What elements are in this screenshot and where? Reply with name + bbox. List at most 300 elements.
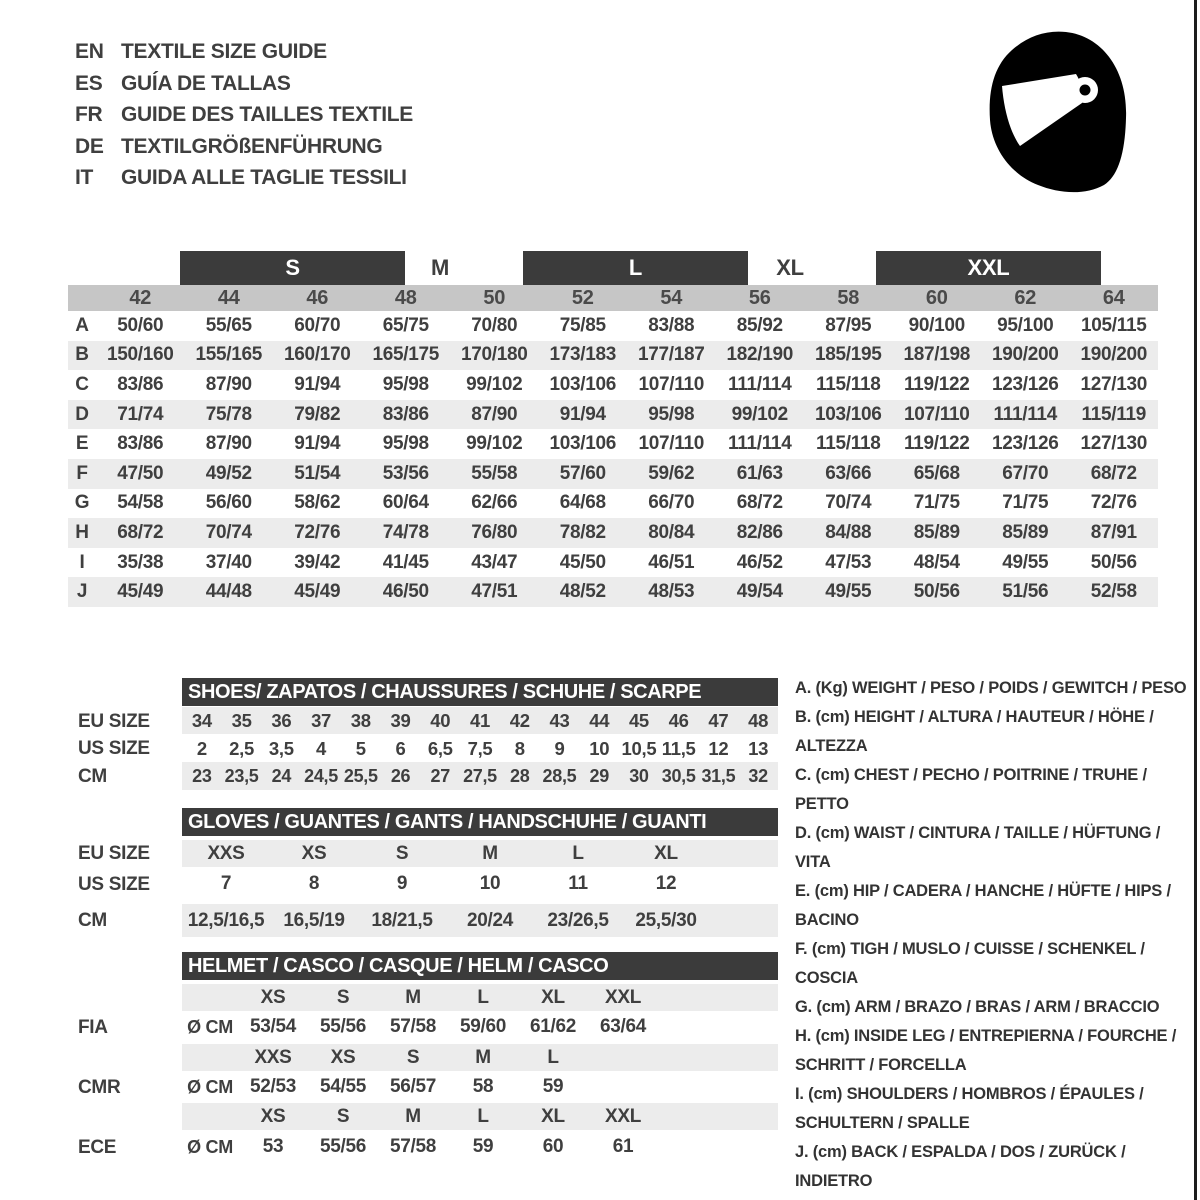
language-code: IT xyxy=(75,166,94,189)
size-cell: 83/88 xyxy=(648,314,695,336)
size-cell: 48/52 xyxy=(559,581,606,603)
size-cell: 46/50 xyxy=(382,581,429,603)
shoes-size-cell: 38 xyxy=(350,709,371,731)
size-cell: 91/94 xyxy=(294,373,341,395)
gloves-cm-label: CM xyxy=(78,910,107,931)
row-letter: G xyxy=(74,492,90,514)
helmet-size-label: S xyxy=(406,1046,420,1068)
size-cell: 95/100 xyxy=(997,314,1054,336)
size-cell: 87/95 xyxy=(825,314,872,336)
size-cell: 48/53 xyxy=(648,581,695,603)
size-band-label: M xyxy=(430,255,450,280)
size-cell: 79/82 xyxy=(294,403,341,425)
helmet-size-label: XS xyxy=(260,986,286,1008)
size-cell: 95/98 xyxy=(382,433,429,455)
gloves-size-cell: 16,5/19 xyxy=(283,909,345,931)
helmet-size-cell: 55/56 xyxy=(319,1016,367,1037)
size-row-C xyxy=(68,370,1158,400)
shoes-eu-size-label: EU SIZE xyxy=(78,711,150,732)
shoes-us-row xyxy=(182,735,778,762)
shoes-size-cell: 42 xyxy=(509,709,530,731)
helmet-size-label: S xyxy=(336,986,350,1008)
size-band-label: L xyxy=(628,255,643,280)
helmet-size-label: M xyxy=(475,1046,491,1068)
shoes-us-size-label: US SIZE xyxy=(78,738,150,759)
shoes-size-cell: 43 xyxy=(549,709,570,731)
shoes-size-cell: 28 xyxy=(510,765,530,786)
size-cell: 115/118 xyxy=(816,373,881,395)
language-row xyxy=(75,36,413,68)
size-row-B xyxy=(68,341,1158,371)
numeric-size-label: 58 xyxy=(837,286,860,309)
size-band-label: XL xyxy=(776,255,804,280)
size-cell: 65/75 xyxy=(382,314,429,336)
shoes-size-cell: 29 xyxy=(589,765,609,786)
size-cell: 45/49 xyxy=(294,581,341,603)
size-cell: 54/58 xyxy=(117,492,164,514)
size-cell: 43/47 xyxy=(471,551,518,573)
size-cell: 83/86 xyxy=(117,433,164,455)
helmet-size-cell: 59/60 xyxy=(459,1016,507,1037)
size-cell: 84/88 xyxy=(825,521,872,543)
gloves-size-cell: 8 xyxy=(308,873,320,894)
size-cell: 190/200 xyxy=(1080,344,1148,366)
size-band-bar xyxy=(180,251,405,285)
helmet-size-cell: 55/56 xyxy=(319,1136,367,1157)
shoes-size-cell: 36 xyxy=(271,709,292,731)
language-row xyxy=(75,99,413,131)
size-cell: 190/200 xyxy=(991,344,1059,366)
row-letter: F xyxy=(76,462,88,484)
helmet-size-label: XL xyxy=(541,1105,565,1127)
size-cell: 66/70 xyxy=(648,492,695,514)
size-cell: 67/70 xyxy=(1002,462,1049,484)
size-row-E xyxy=(68,429,1158,459)
size-cell: 83/86 xyxy=(117,373,164,395)
shoes-size-cell: 45 xyxy=(628,709,649,731)
size-cell: 61/63 xyxy=(736,462,783,484)
size-cell: 103/106 xyxy=(814,403,882,425)
helmet-size-label: S xyxy=(336,1105,350,1127)
size-cell: 49/52 xyxy=(205,462,252,484)
size-cell: 87/90 xyxy=(471,403,518,425)
size-cell: 87/91 xyxy=(1090,521,1137,543)
size-cell: 95/98 xyxy=(648,403,695,425)
gloves-size-cell: 9 xyxy=(396,873,408,894)
gloves-size-cell: XS xyxy=(301,842,327,864)
size-cell: 55/58 xyxy=(471,462,518,484)
shoes-size-cell: 48 xyxy=(748,709,769,731)
size-row-H xyxy=(68,518,1158,548)
language-code: EN xyxy=(75,40,104,63)
row-letter: C xyxy=(75,373,89,395)
size-cell: 127/130 xyxy=(1080,373,1148,395)
size-cell: 45/49 xyxy=(117,581,164,603)
helmet-size-cell: 56/57 xyxy=(389,1076,437,1097)
size-cell: 50/56 xyxy=(913,581,960,603)
size-cell: 182/190 xyxy=(726,344,794,366)
size-cell: 70/80 xyxy=(471,314,518,336)
numeric-size-label: 52 xyxy=(571,286,594,309)
helmet-size-cell: 59 xyxy=(472,1136,494,1157)
size-cell: 47/51 xyxy=(471,581,518,603)
shoes-size-cell: 11,5 xyxy=(661,737,696,759)
row-letter: H xyxy=(75,521,89,543)
shoes-size-cell: 2 xyxy=(196,737,207,759)
shoes-size-cell: 24 xyxy=(271,765,292,786)
size-cell: 185/195 xyxy=(814,344,882,366)
size-cell: 119/122 xyxy=(903,433,970,455)
language-row xyxy=(75,68,413,100)
gloves-cm-row xyxy=(182,904,778,937)
language-label: GUIDE DES TAILLES TEXTILE xyxy=(121,103,413,126)
helmet-values-row-ece xyxy=(182,1131,778,1163)
size-cell: 80/84 xyxy=(648,521,695,543)
size-cell: 150/160 xyxy=(106,344,174,366)
size-cell: 70/74 xyxy=(205,521,252,543)
gloves-size-cell: 7 xyxy=(220,873,232,894)
helmet-size-label: XL xyxy=(541,986,565,1008)
size-cell: 51/54 xyxy=(294,462,341,484)
size-cell: 56/60 xyxy=(205,492,252,514)
size-cell: 71/74 xyxy=(117,403,164,425)
size-cell: 58/62 xyxy=(294,492,341,514)
size-cell: 55/65 xyxy=(205,314,252,336)
gloves-size-cell: 10 xyxy=(479,873,501,894)
language-code: ES xyxy=(75,71,103,95)
row-letter: E xyxy=(75,433,89,455)
language-row xyxy=(75,162,413,194)
size-cell: 107/110 xyxy=(638,373,705,395)
language-label: GUÍA DE TALLAS xyxy=(121,71,291,95)
size-cell: 47/53 xyxy=(825,551,872,573)
size-cell: 50/60 xyxy=(117,314,164,336)
size-cell: 155/165 xyxy=(195,344,263,366)
helmet-sizes-row-fia xyxy=(182,984,778,1011)
standard-label-cmr: CMR xyxy=(78,1077,121,1098)
shoes-size-cell: 6 xyxy=(395,737,406,759)
gloves-size-cell: 11 xyxy=(568,873,588,894)
shoes-size-cell: 9 xyxy=(554,737,565,759)
shoes-size-cell: 28,5 xyxy=(542,765,577,786)
shoes-size-cell: 4 xyxy=(316,737,327,759)
helmet-size-cell: 61/62 xyxy=(529,1016,577,1037)
row-letter: J xyxy=(76,581,88,603)
helmet-size-label: L xyxy=(477,986,489,1008)
size-cell: 49/55 xyxy=(825,581,872,603)
gloves-size-cell: S xyxy=(395,842,409,864)
shoes-size-cell: 24,5 xyxy=(304,765,338,786)
shoes-size-cell: 44 xyxy=(589,709,610,731)
size-cell: 99/102 xyxy=(731,403,788,425)
numeric-size-label: 42 xyxy=(129,286,152,309)
gloves-eu-row xyxy=(182,840,778,867)
shoes-size-cell: 7,5 xyxy=(467,737,493,759)
gloves-size-cell: 23/26,5 xyxy=(547,909,609,931)
size-cell: 74/78 xyxy=(382,521,429,543)
size-cell: 127/130 xyxy=(1080,433,1148,455)
size-cell: 99/102 xyxy=(466,433,523,455)
shoes-size-cell: 34 xyxy=(191,709,212,731)
size-cell: 87/90 xyxy=(205,373,252,395)
size-row-D xyxy=(68,400,1158,430)
size-cell: 53/56 xyxy=(382,462,429,484)
numeric-size-label: 56 xyxy=(748,286,771,309)
gloves-eu-size-label: EU SIZE xyxy=(78,843,150,864)
shoes-size-cell: 32 xyxy=(748,765,768,786)
shoes-size-cell: 40 xyxy=(430,709,451,731)
numeric-size-label: 62 xyxy=(1014,286,1037,309)
size-cell: 49/55 xyxy=(1002,551,1049,573)
size-cell: 90/100 xyxy=(908,314,965,336)
size-cell: 63/66 xyxy=(825,462,872,484)
language-row xyxy=(75,131,413,163)
legend-item: C. (cm) CHEST / PECHO / POITRINE / TRUHE / PETTO xyxy=(795,766,1147,813)
language-label: TEXTILGRÖßENFÜHRUNG xyxy=(121,134,383,158)
size-cell: 105/115 xyxy=(1080,314,1147,336)
size-cell: 107/110 xyxy=(638,433,705,455)
shoes-size-cell: 23,5 xyxy=(224,765,259,786)
gloves-us-size-label: US SIZE xyxy=(78,874,150,895)
size-cell: 65/68 xyxy=(913,462,960,484)
helmet-size-label: XS xyxy=(260,1105,286,1127)
size-cell: 60/64 xyxy=(382,492,429,514)
size-cell: 85/89 xyxy=(1002,521,1049,543)
size-cell: 37/40 xyxy=(205,551,252,573)
size-cell: 75/85 xyxy=(559,314,606,336)
helmet-size-label: L xyxy=(547,1046,559,1068)
helmet-size-label: XXS xyxy=(254,1046,292,1068)
size-cell: 57/60 xyxy=(559,462,606,484)
gloves-size-cell: 12,5/16,5 xyxy=(187,909,265,931)
helmet-sizes-row-ece xyxy=(182,1103,778,1130)
shoes-section-title: SHOES/ ZAPATOS / CHAUSSURES / SCHUHE / SCARPE xyxy=(182,678,778,706)
page-edge-line xyxy=(1194,0,1197,1200)
size-cell: 115/118 xyxy=(816,433,881,455)
shoes-size-cell: 26 xyxy=(390,765,411,786)
standard-label-ece: ECE xyxy=(78,1137,117,1158)
row-letter: B xyxy=(75,344,89,366)
gloves-size-cell: M xyxy=(482,842,498,864)
shoes-size-cell: 35 xyxy=(231,709,252,731)
size-cell: 91/94 xyxy=(294,433,341,455)
helmet-size-label: XS xyxy=(330,1046,356,1068)
legend-item: D. (cm) WAIST / CINTURA / TAILLE / HÜFTUNG / VITA xyxy=(795,824,1161,871)
size-cell: 46/52 xyxy=(736,551,783,573)
size-cell: 70/74 xyxy=(825,492,872,514)
racing-helmet-icon xyxy=(982,28,1132,193)
shoes-size-cell: 47 xyxy=(708,709,729,731)
size-cell: 187/198 xyxy=(903,344,971,366)
shoes-size-cell: 41 xyxy=(470,709,490,731)
shoes-size-cell: 37 xyxy=(311,709,332,731)
size-cell: 72/76 xyxy=(1090,492,1137,514)
size-cell: 95/98 xyxy=(382,373,429,395)
legend-item: F. (cm) TIGH / MUSLO / CUISSE / SCHENKEL / COSCIA xyxy=(795,940,1145,987)
size-cell: 48/54 xyxy=(913,551,960,573)
size-cell: 44/48 xyxy=(205,581,252,603)
language-code: DE xyxy=(75,134,104,158)
numeric-size-label: 46 xyxy=(306,286,329,309)
gloves-size-cell: 25,5/30 xyxy=(635,909,697,931)
helmet-size-cell: 53/54 xyxy=(249,1016,297,1037)
legend-item: J. (cm) BACK / ESPALDA / DOS / ZURÜCK / INDIETRO xyxy=(795,1143,1126,1190)
shoes-size-cell: 25,5 xyxy=(343,765,378,786)
helmet-size-cell: 54/55 xyxy=(319,1076,367,1097)
shoes-size-cell: 27,5 xyxy=(463,765,497,786)
language-label: TEXTILE SIZE GUIDE xyxy=(121,40,327,63)
numeric-size-label: 50 xyxy=(483,286,506,309)
gloves-size-cell: 18/21,5 xyxy=(371,909,433,931)
helmet-size-cell: 53 xyxy=(262,1136,284,1157)
numeric-size-label: 44 xyxy=(217,286,240,309)
shoes-size-cell: 8 xyxy=(514,737,525,759)
row-letter: I xyxy=(79,551,85,573)
shoes-size-cell: 31,5 xyxy=(701,765,736,786)
shoes-cm-row xyxy=(182,762,778,790)
legend-item: H. (cm) INSIDE LEG / ENTREPIERNA / FOURCHE / SCHRITT / FORCELLA xyxy=(795,1027,1177,1074)
size-cell: 123/126 xyxy=(991,373,1059,395)
helmet-sizes-row-cmr xyxy=(182,1044,778,1071)
size-cell: 173/183 xyxy=(549,344,617,366)
shoes-size-cell: 3,5 xyxy=(268,737,294,759)
size-cell: 60/70 xyxy=(294,314,341,336)
size-cell: 123/126 xyxy=(991,433,1059,455)
size-band-row xyxy=(68,251,1158,285)
size-cell: 68/72 xyxy=(117,521,164,543)
size-cell: 119/122 xyxy=(903,373,970,395)
size-cell: 52/58 xyxy=(1090,581,1137,603)
row-letter: A xyxy=(75,314,89,336)
size-row-A xyxy=(68,311,1158,341)
size-cell: 99/102 xyxy=(466,373,523,395)
shoes-cm-label: CM xyxy=(78,766,107,787)
helmet-values-row-cmr xyxy=(182,1072,778,1102)
size-row-I xyxy=(68,548,1158,578)
helmet-size-cell: 61 xyxy=(612,1136,634,1157)
numeric-size-label: 48 xyxy=(394,286,417,309)
shoes-size-cell: 30 xyxy=(629,765,649,786)
size-cell: 68/72 xyxy=(736,492,783,514)
size-cell: 35/38 xyxy=(117,551,164,573)
helmet-section-title: HELMET / CASCO / CASQUE / HELM / CASCO xyxy=(182,952,778,980)
gloves-size-cell: XXS xyxy=(207,842,245,864)
legend-item: A. (Kg) WEIGHT / PESO / POIDS / GEWITCH / PESO xyxy=(795,679,1187,697)
main-number-row xyxy=(68,285,1158,311)
row-letter: D xyxy=(75,403,89,425)
shoes-size-cell: 2,5 xyxy=(229,737,254,759)
size-cell: 41/45 xyxy=(382,551,429,573)
size-cell: 68/72 xyxy=(1090,462,1137,484)
gloves-size-cell: XL xyxy=(654,842,678,864)
size-cell: 64/68 xyxy=(559,492,606,514)
size-cell: 45/50 xyxy=(559,551,606,573)
shoes-size-cell: 23 xyxy=(192,765,212,786)
gloves-size-cell: 12 xyxy=(655,873,677,894)
size-cell: 177/187 xyxy=(637,344,705,366)
numeric-size-label: 60 xyxy=(925,286,948,309)
size-cell: 107/110 xyxy=(903,403,970,425)
unit-label: Ø CM xyxy=(187,1016,233,1037)
size-cell: 83/86 xyxy=(382,403,429,425)
size-row-J xyxy=(68,577,1158,607)
size-cell: 72/76 xyxy=(294,521,341,543)
shoes-size-cell: 30,5 xyxy=(661,765,696,786)
unit-label: Ø CM xyxy=(187,1076,233,1097)
size-row-G xyxy=(68,489,1158,519)
shoes-size-cell: 13 xyxy=(748,737,769,759)
size-cell: 59/62 xyxy=(648,462,695,484)
language-label: GUIDA ALLE TAGLIE TESSILI xyxy=(121,166,407,189)
size-cell: 51/56 xyxy=(1002,581,1049,603)
shoes-size-cell: 10 xyxy=(589,737,610,759)
gloves-size-cell: L xyxy=(572,842,584,864)
size-cell: 165/175 xyxy=(372,344,440,366)
size-cell: 39/42 xyxy=(294,551,341,573)
size-cell: 85/92 xyxy=(736,314,783,336)
size-band-bar xyxy=(523,251,748,285)
unit-label: Ø CM xyxy=(187,1136,233,1157)
shoes-size-cell: 27 xyxy=(430,765,450,786)
gloves-section-title: GLOVES / GUANTES / GANTS / HANDSCHUHE / GUANTI xyxy=(182,808,778,836)
size-cell: 47/50 xyxy=(117,462,164,484)
helmet-size-cell: 57/58 xyxy=(389,1016,437,1037)
helmet-size-cell: 59 xyxy=(542,1076,564,1097)
size-cell: 103/106 xyxy=(549,433,617,455)
size-band-label: XXL xyxy=(967,255,1010,280)
size-cell: 76/80 xyxy=(471,521,518,543)
numeric-size-label: 64 xyxy=(1102,286,1125,309)
legend-item: E. (cm) HIP / CADERA / HANCHE / HÜFTE / HIPS / BACINO xyxy=(795,882,1171,929)
helmet-values-row-fia xyxy=(182,1012,778,1042)
size-cell: 46/51 xyxy=(648,551,695,573)
size-cell: 49/54 xyxy=(736,581,783,603)
legend-item: I. (cm) SHOULDERS / HOMBROS / ÉPAULES / SCHULTERN / SPALLE xyxy=(795,1085,1144,1132)
size-cell: 62/66 xyxy=(471,492,518,514)
size-cell: 50/56 xyxy=(1090,551,1137,573)
helmet-size-cell: 58 xyxy=(472,1076,494,1097)
size-cell: 160/170 xyxy=(283,344,351,366)
shoes-eu-row xyxy=(182,707,778,734)
shoes-size-cell: 12 xyxy=(708,737,729,759)
size-cell: 111/114 xyxy=(993,403,1057,425)
size-cell: 71/75 xyxy=(913,492,960,514)
gloves-size-cell: 20/24 xyxy=(466,909,514,931)
size-cell: 85/89 xyxy=(913,521,960,543)
size-band-bar xyxy=(876,251,1101,285)
shoes-size-cell: 10,5 xyxy=(621,737,657,759)
size-cell: 115/119 xyxy=(1081,403,1146,425)
legend-item: B. (cm) HEIGHT / ALTURA / HAUTEUR / HÖHE / ALTEZZA xyxy=(795,708,1154,755)
size-cell: 78/82 xyxy=(559,521,606,543)
helmet-size-label: XXL xyxy=(604,1105,642,1127)
gloves-us-row xyxy=(182,869,778,899)
measurement-legend xyxy=(795,674,1187,1196)
size-cell: 91/94 xyxy=(559,403,606,425)
size-cell: 75/78 xyxy=(205,403,252,425)
helmet-size-label: M xyxy=(405,1105,421,1127)
helmet-size-cell: 52/53 xyxy=(249,1076,297,1097)
helmet-size-label: M xyxy=(405,986,421,1008)
size-cell: 71/75 xyxy=(1002,492,1049,514)
shoes-size-cell: 6,5 xyxy=(427,737,453,759)
legend-item: G. (cm) ARM / BRAZO / BRAS / ARM / BRACCIO xyxy=(795,998,1160,1016)
size-row-F xyxy=(68,459,1158,489)
size-cell: 103/106 xyxy=(549,373,617,395)
size-cell: 82/86 xyxy=(736,521,783,543)
main-size-rows xyxy=(68,311,1158,607)
size-band-label: S xyxy=(285,255,300,280)
